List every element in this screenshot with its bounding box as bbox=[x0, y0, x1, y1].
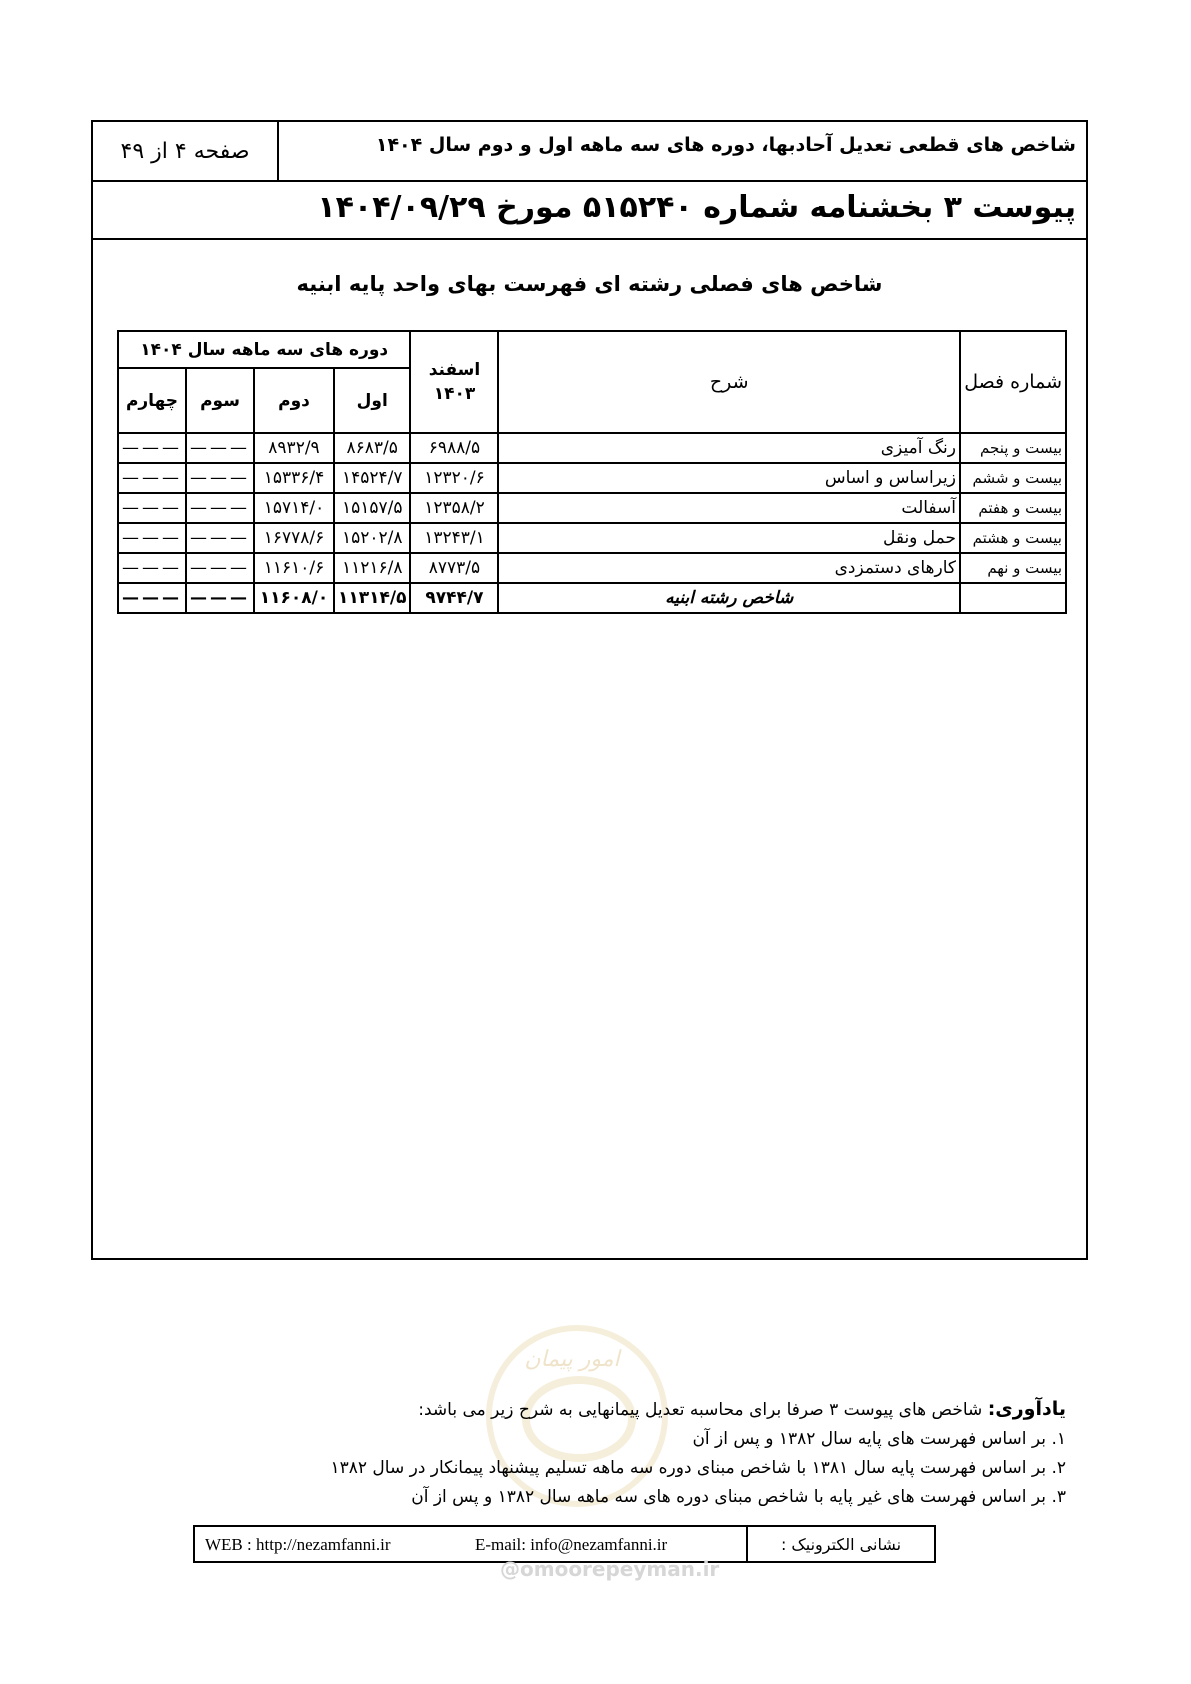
q2-cell: ۱۱۶۱۰/۶ bbox=[254, 553, 334, 583]
esfand-cell: ۸۷۷۳/۵ bbox=[410, 553, 498, 583]
notes-item: ۲. بر اساس فهرست پایه سال ۱۳۸۱ با شاخص مبنای دوره سه ماهه تسلیم پیشنهاد پیمانکار در سال ۱۳۸۲ bbox=[330, 1458, 1066, 1478]
q2-cell: ۱۵۳۳۶/۴ bbox=[254, 463, 334, 493]
col-q1-header: اول bbox=[334, 368, 410, 433]
footer-email-link[interactable]: E-mail: info@nezamfanni.ir bbox=[475, 1535, 668, 1554]
page-frame bbox=[91, 120, 1088, 1260]
desc-cell: رنگ آمیزی bbox=[498, 433, 960, 463]
chapter-cell-empty bbox=[960, 583, 1066, 613]
desc-cell: حمل ونقل bbox=[498, 523, 960, 553]
q4-cell: ——— bbox=[118, 553, 186, 583]
q3-cell: ——— bbox=[186, 523, 254, 553]
q4-cell: ——— bbox=[118, 523, 186, 553]
desc-cell: زیراساس و اساس bbox=[498, 463, 960, 493]
q1-cell: ۱۵۲۰۲/۸ bbox=[334, 523, 410, 553]
table-row bbox=[118, 523, 1066, 553]
table-row bbox=[118, 463, 1066, 493]
chapter-cell: بیست و نهم bbox=[960, 553, 1066, 583]
section-title: شاخص های فصلی رشته ای فهرست بهای واحد پایه ابنیه bbox=[296, 272, 883, 296]
table-row bbox=[118, 433, 1066, 463]
col-chapter-header: شماره فصل bbox=[960, 331, 1066, 433]
q4-cell: ——— bbox=[118, 433, 186, 463]
total-q4-cell: ——— bbox=[118, 583, 186, 613]
index-table bbox=[117, 330, 1067, 614]
header-title: شاخص های قطعی تعدیل آحادبها، دوره های سه ماهه اول و دوم سال ۱۴۰۴ bbox=[375, 134, 1076, 156]
chapter-cell: بیست و ششم bbox=[960, 463, 1066, 493]
col-desc-header: شرح bbox=[498, 331, 960, 433]
esfand-cell: ۱۳۲۴۳/۱ bbox=[410, 523, 498, 553]
notes-intro-line bbox=[166, 1395, 1066, 1425]
total-q1-cell: ۱۱۳۱۴/۵ bbox=[334, 583, 410, 613]
q4-cell: ——— bbox=[118, 493, 186, 523]
q2-cell: ۱۵۷۱۴/۰ bbox=[254, 493, 334, 523]
table-row bbox=[118, 553, 1066, 583]
q3-cell: ——— bbox=[186, 433, 254, 463]
q2-cell: ۸۹۳۲/۹ bbox=[254, 433, 334, 463]
q1-cell: ۱۱۲۱۶/۸ bbox=[334, 553, 410, 583]
total-q3-cell: ——— bbox=[186, 583, 254, 613]
q3-cell: ——— bbox=[186, 493, 254, 523]
col-q4-header: چهارم bbox=[118, 368, 186, 433]
desc-cell: کارهای دستمزدی bbox=[498, 553, 960, 583]
q3-cell: ——— bbox=[186, 463, 254, 493]
notes-block bbox=[166, 1395, 1066, 1512]
total-esfand-cell: ۹۷۴۴/۷ bbox=[410, 583, 498, 613]
notes-lead: یادآوری: bbox=[987, 1398, 1066, 1420]
esfand-cell: ۶۹۸۸/۵ bbox=[410, 433, 498, 463]
esfand-cell: ۱۲۳۲۰/۶ bbox=[410, 463, 498, 493]
header-row bbox=[93, 122, 1086, 182]
col-q3-header: سوم bbox=[186, 368, 254, 433]
total-q2-cell: ۱۱۶۰۸/۰ bbox=[254, 583, 334, 613]
chapter-cell: بیست و پنجم bbox=[960, 433, 1066, 463]
q3-cell: ——— bbox=[186, 553, 254, 583]
q1-cell: ۱۴۵۲۴/۷ bbox=[334, 463, 410, 493]
q1-cell: ۸۶۸۳/۵ bbox=[334, 433, 410, 463]
q1-cell: ۱۵۱۵۷/۵ bbox=[334, 493, 410, 523]
esfand-cell: ۱۲۳۵۸/۲ bbox=[410, 493, 498, 523]
notes-item: ۱. بر اساس فهرست های پایه سال ۱۳۸۲ و پس از آن bbox=[692, 1429, 1066, 1449]
q4-cell: ——— bbox=[118, 463, 186, 493]
watermark-url: @omoorepeyman.ir bbox=[500, 1557, 720, 1581]
attachment-title: پیوست ۳ بخشنامه شماره ۵۱۵۲۴۰ مورخ ۱۴۰۴/۰۹/۲۹ bbox=[317, 190, 1076, 225]
notes-intro: شاخص های پیوست ۳ صرفا برای محاسبه تعدیل پیمانهایی به شرح زیر می باشد: bbox=[418, 1400, 983, 1420]
q2-cell: ۱۶۷۷۸/۶ bbox=[254, 523, 334, 553]
chapter-cell: بیست و هشتم bbox=[960, 523, 1066, 553]
total-desc-cell: شاخص رشته ابنیه bbox=[498, 583, 960, 613]
col-periods-header: دوره های سه ماهه سال ۱۴۰۴ bbox=[118, 331, 410, 368]
notes-item: ۳. بر اساس فهرست های غیر پایه با شاخص مبنای دوره های سه ماهه سال ۱۳۸۲ و پس از آن bbox=[411, 1487, 1066, 1507]
col-esfand-header: اسفند ۱۴۰۳ bbox=[410, 331, 498, 433]
watermark-stamp-text: امور پیمان bbox=[524, 1347, 620, 1372]
total-row bbox=[118, 583, 1066, 613]
col-q2-header: دوم bbox=[254, 368, 334, 433]
attachment-row bbox=[93, 182, 1086, 240]
desc-cell: آسفالت bbox=[498, 493, 960, 523]
footer-web-link[interactable]: WEB : http://nezamfanni.ir bbox=[205, 1535, 391, 1554]
footer-label: نشانی الکترونیک : bbox=[746, 1527, 934, 1561]
table-row bbox=[118, 493, 1066, 523]
chapter-cell: بیست و هفتم bbox=[960, 493, 1066, 523]
page-number: صفحه ۴ از ۴۹ bbox=[93, 122, 279, 180]
